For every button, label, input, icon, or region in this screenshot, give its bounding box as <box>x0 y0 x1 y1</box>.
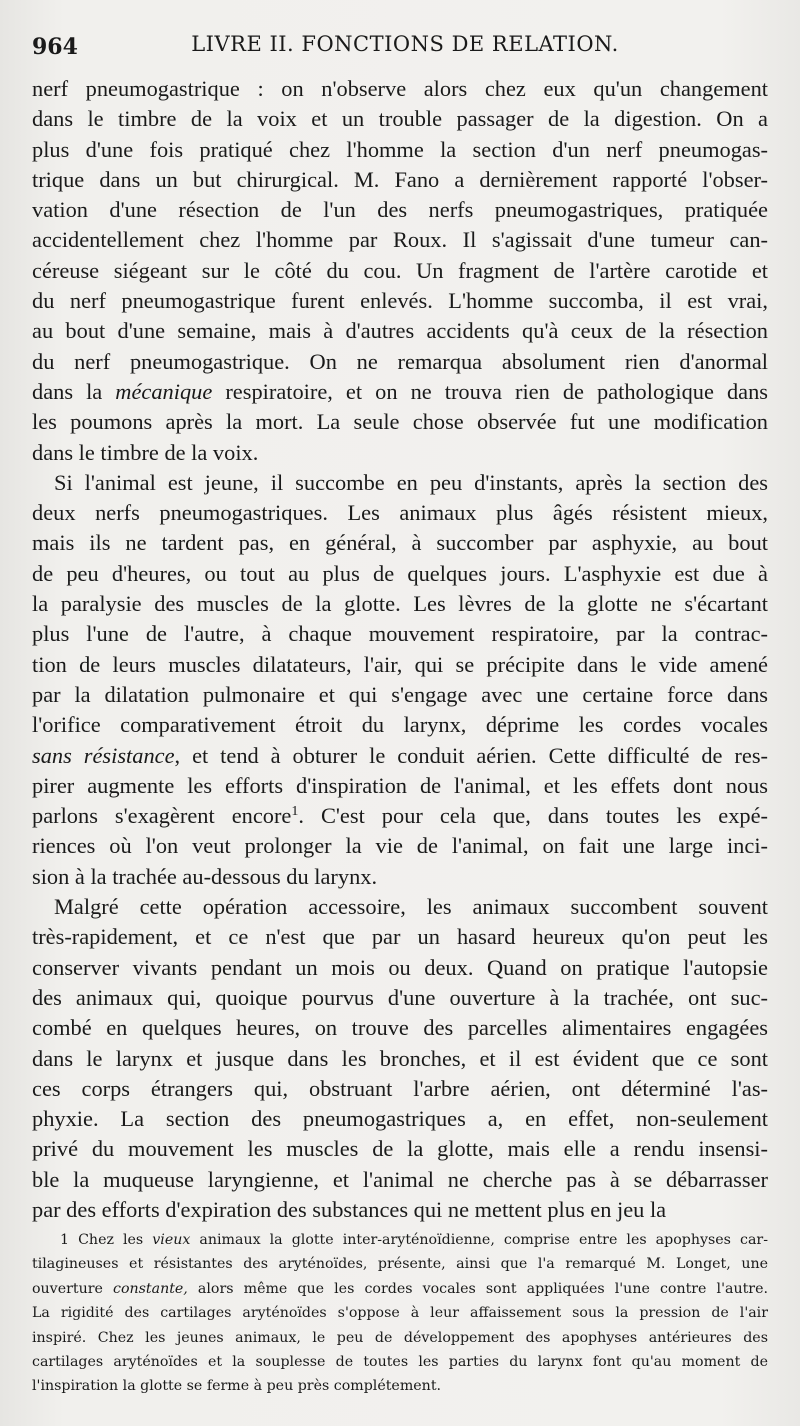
footnote-line <box>32 1277 768 1301</box>
text-line: du nerf pneumogastrique. On ne remarqua absolument rien d'anormal <box>32 348 768 374</box>
italic-text: mécanique <box>115 378 213 404</box>
text-line: céreuse siégeant sur le côté du cou. Un fragment de l'artère carotide et <box>32 257 768 283</box>
text-line: trique dans un but chirurgical. M. Fano a dernièrement rapporté l'obser- <box>32 166 768 192</box>
text-line: ble la muqueuse laryngienne, et l'animal ne cherche pas à se débarrasser <box>32 1166 768 1192</box>
footnote-line <box>32 1228 768 1252</box>
text-line <box>32 801 768 831</box>
text-line: conserver vivants pendant un mois ou deux. Quand on pratique l'autopsie <box>32 954 768 980</box>
body-text <box>32 74 768 1225</box>
text-segment: dans la <box>32 378 116 404</box>
text-segment: 1 Chez les <box>60 1232 153 1248</box>
text-line: mais ils ne tardent pas, en général, à succomber par asphyxie, au bout <box>32 530 768 556</box>
text-segment: animaux la glotte inter-aryténoïdienne, comprise entre les apophyses car- <box>190 1232 768 1248</box>
text-segment: , et tend à obturer le conduit aérien. Cette difficulté de res- <box>174 742 768 768</box>
text-line: de peu d'heures, ou tout au plus de quelques jours. L'asphyxie est due à <box>32 560 768 586</box>
text-line: deux nerfs pneumogastriques. Les animaux plus âgés résistent mieux, <box>32 500 768 526</box>
text-segment: ouverture <box>32 1280 113 1297</box>
text-line: sion à la trachée au-dessous du larynx. <box>32 863 378 889</box>
text-line: Malgré cette opération accessoire, les animaux succombent souvent <box>54 894 768 920</box>
text-line: dans le larynx et jusque dans les bronches, et il est évident que ce sont <box>32 1045 768 1071</box>
text-line: plus l'une de l'autre, à chaque mouvement respiratoire, par la contrac- <box>32 621 768 647</box>
text-line: des animaux qui, quoique pourvus d'une ouverture à la trachée, ont suc- <box>32 984 768 1010</box>
running-head: LIVRE II. FONCTIONS DE RELATION. <box>191 32 619 56</box>
footnote-line: l'inspiration la glotte se ferme à peu près complétement. <box>32 1378 442 1395</box>
text-line: riences où l'on veut prolonger la vie de l'animal, on fait une large inci- <box>32 833 768 859</box>
text-line: la paralysie des muscles de la glotte. Les lèvres de la glotte ne s'écartant <box>32 591 768 617</box>
italic-text: vieux <box>152 1232 191 1248</box>
text-line: au bout d'une semaine, mais à d'autres accidents qu'à ceux de la résection <box>32 318 768 344</box>
text-line: privé du mouvement les muscles de la glotte, mais elle a rendu insensi- <box>32 1136 768 1162</box>
page-header <box>32 28 768 64</box>
text-line: les poumons après la mort. La seule chose observée fut une modification <box>32 409 768 435</box>
text-line: du nerf pneumogastrique furent enlevés. L'homme succomba, il est vrai, <box>32 288 768 314</box>
footnote-line: cartilages aryténoïdes et la souplesse de toutes les parties du larynx font qu'au moment de <box>32 1353 768 1370</box>
text-segment: parlons s'exagèrent encore <box>32 803 292 829</box>
text-line: dans le timbre de la voix et un trouble passager de la digestion. On a <box>32 106 768 132</box>
text-line: pirer augmente les efforts d'inspiration de l'animal, et les effets dont nous <box>32 772 768 798</box>
text-line: nerf pneumogastrique : on n'observe alors chez eux qu'un changement <box>32 76 768 101</box>
text-line: ces corps étrangers qui, obstruant l'arbre aérien, ont déterminé l'as- <box>32 1075 768 1101</box>
footnote-line: La rigidité des cartilages aryténoïdes s'oppose à leur affaissement sous la pression de l'air <box>32 1305 768 1322</box>
text-segment: . C'est pour cela que, dans toutes les expé- <box>298 803 768 829</box>
text-line: très-rapidement, et ce n'est que par un hasard heureux qu'on peut les <box>32 924 768 950</box>
italic-text: sans résistance <box>32 742 175 768</box>
footnote-reference: 1 <box>291 804 299 820</box>
text-line: par des efforts d'expiration des substances qui ne mettent plus en jeu la <box>32 1196 667 1222</box>
text-line <box>32 377 768 407</box>
text-line: plus d'une fois pratiqué chez l'homme la section d'un nerf pneumogas- <box>32 136 768 162</box>
footnote <box>32 1228 768 1399</box>
text-line: dans le timbre de la voix. <box>32 439 259 465</box>
text-line: par la dilatation pulmonaire et qui s'engage avec une certaine force dans <box>32 681 768 707</box>
text-line: combé en quelques heures, on trouve des parcelles alimentaires engagées <box>32 1015 768 1041</box>
text-line: tion de leurs muscles dilatateurs, l'air, qui se précipite dans le vide amené <box>32 651 768 677</box>
text-segment: respiratoire, et on ne trouva rien de pathologique dans <box>212 378 768 404</box>
page-number: 964 <box>32 34 78 60</box>
text-line <box>32 741 768 771</box>
text-line: Si l'animal est jeune, il succombe en peu d'instants, après la section des <box>54 469 768 495</box>
text-line: accidentellement chez l'homme par Roux. Il s'agissait d'une tumeur can- <box>32 227 768 253</box>
text-line: vation d'une résection de l'un des nerfs pneumogastriques, pratiquée <box>32 197 768 223</box>
text-line: l'orifice comparativement étroit du larynx, déprime les cordes vocales <box>32 712 768 738</box>
text-segment: alors même que les cordes vocales sont appliquées l'une contre l'autre. <box>187 1280 768 1297</box>
footnote-line: inspiré. Chez les jeunes animaux, le peu de développement des apophyses antérieures des <box>32 1329 768 1346</box>
footnote-line: tilagineuses et résistantes des aryténoïdes, présente, ainsi que l'a remarqué M. Longet, une <box>32 1256 768 1273</box>
text-line: phyxie. La section des pneumogastriques a, en effet, non-seulement <box>32 1106 768 1132</box>
italic-text: constante, <box>113 1280 188 1297</box>
